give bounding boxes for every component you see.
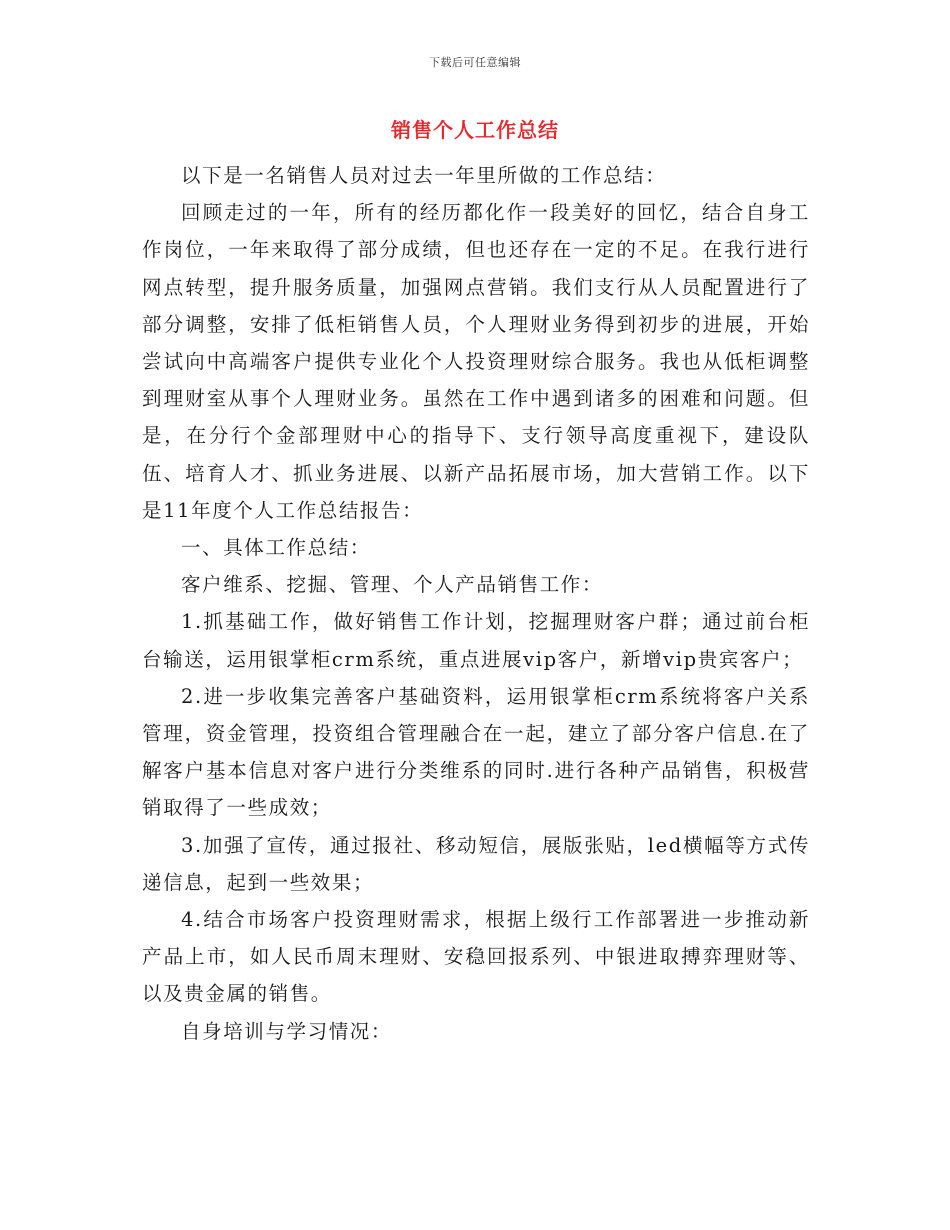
paragraph-item-4: 4.结合市场客户投资理财需求，根据上级行工作部署进一步推动新产品上市，如人民币周末理财、安稳回报系列、中银进取搏弈理财等、以及贵金属的销售。 [142, 908, 810, 1006]
paragraph-subheading-customer: 客户维系、挖掘、管理、个人产品销售工作： [181, 573, 604, 597]
header-note: 下载后可任意编辑 [429, 56, 521, 69]
paragraph-intro: 以下是一名销售人员对过去一年里所做的工作总结： [181, 164, 667, 187]
paragraph-item-2: 2.进一步收集完善客户基础资料，运用银掌柜crm系统将客户关系管理，资金管理，投资组合管理融合在一起，建立了部分客户信息.在了解客户基本信息对客户进行分类维系的同时.进行各种产品销售，积极营销取得了一些成效； [142, 684, 810, 820]
document-body [142, 157, 810, 1050]
paragraph-subheading-training: 自身培训与学习情况： [181, 1019, 393, 1043]
paragraph-item-3: 3.加强了宣传，通过报社、移动短信，展版张贴，led横幅等方式传递信息，起到一些效果； [142, 833, 810, 894]
paragraph-review: 回顾走过的一年，所有的经历都化作一段美好的回忆，结合自身工作岗位，一年来取得了部分成绩，但也还存在一定的不足。在我行进行网点转型，提升服务质量，加强网点营销。我们支行从人员配置进行了部分调整，安排了低柜销售人员，个人理财业务得到初步的进展，开始尝试向中高端客户提供专业化个人投资理财综合服务。我也从低柜调整到理财室从事个人理财业务。虽然在工作中遇到诸多的困难和问题。但是，在分行个金部理财中心的指导下、支行领导高度重视下，建设队伍、培育人才、抓业务进展、以新产品拓展市场，加大营销工作。以下是11年度个人工作总结报告： [142, 201, 810, 522]
paragraph-item-1: 1.抓基础工作，做好销售工作计划，挖掘理财客户群；通过前台柜台输送，运用银掌柜crm系统，重点进展vip客户，新增vip贵宾客户； [142, 610, 810, 671]
paragraph-section-heading: 一、具体工作总结： [181, 536, 371, 560]
document-title: 销售个人工作总结 [391, 118, 559, 142]
